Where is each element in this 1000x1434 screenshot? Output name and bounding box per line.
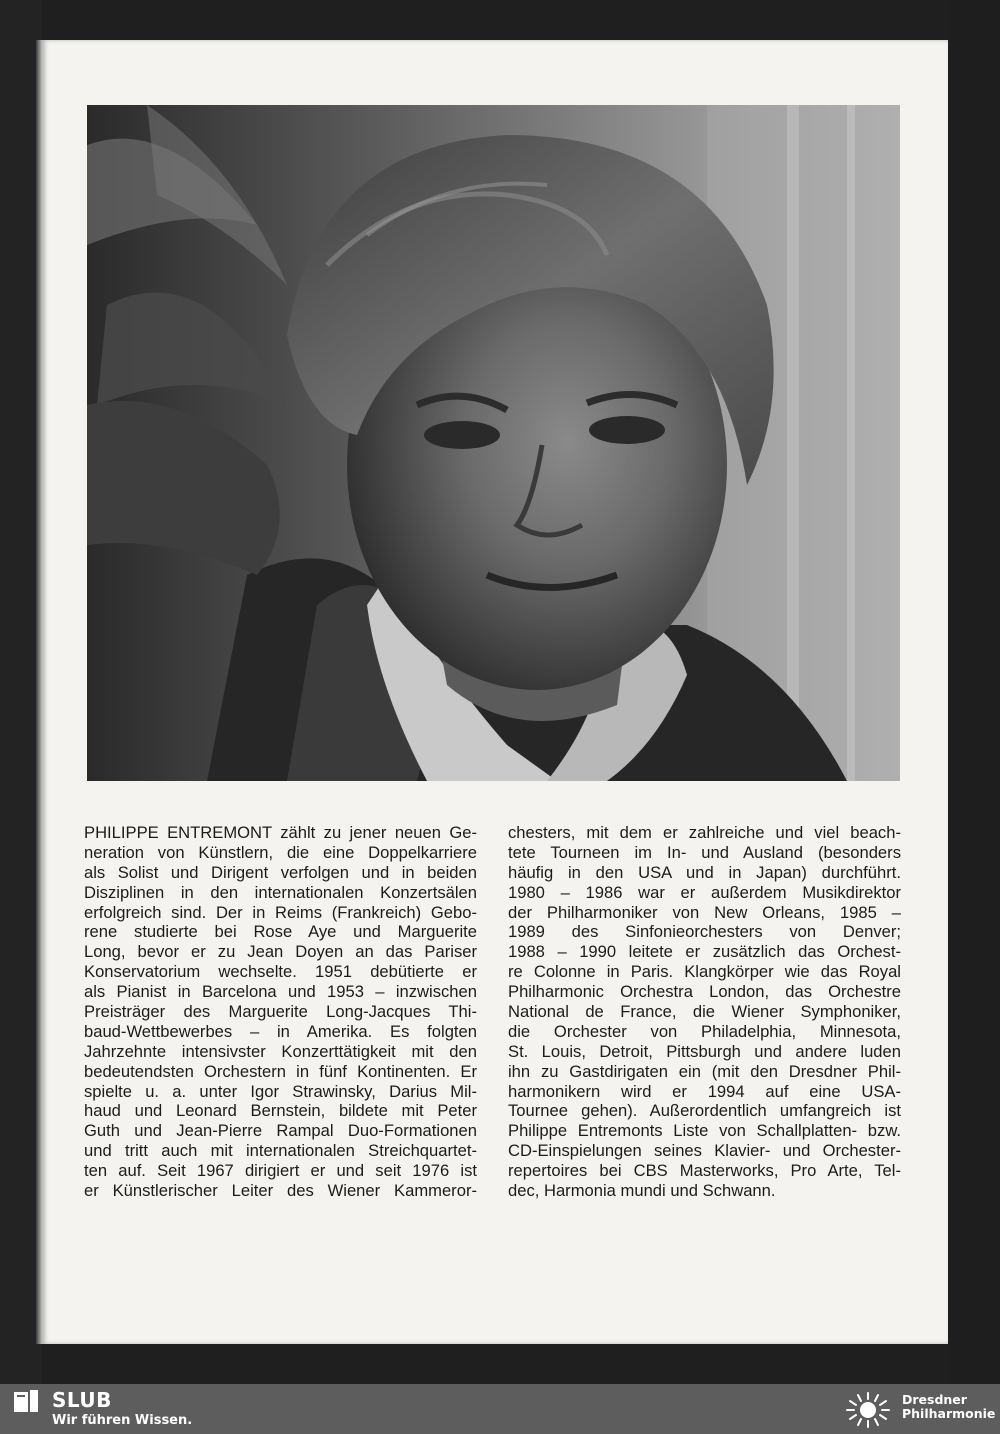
text-line: Preisträger des Marguerite Long-Jacques Thi-	[84, 1002, 477, 1022]
text-line: Tournee gehen). Außerordentlich umfangreich ist	[508, 1101, 901, 1121]
scan-border-right	[948, 0, 1000, 1384]
text-line: Jahrzehnte intensivster Konzerttätigkeit mit den	[84, 1041, 477, 1061]
article-left-column	[84, 823, 477, 1201]
article-right-column	[508, 823, 901, 1201]
text-line: häufig in den USA und in Japan) durchführt.	[508, 862, 901, 882]
text-line: PHILIPPE ENTREMONT zählt zu jener neuen Ge-	[84, 823, 477, 842]
dresdner-philharmonie-label	[902, 1393, 995, 1421]
text-line: 1989 des Sinfonieorchesters von Denver;	[508, 922, 901, 942]
footer-bar	[0, 1384, 1000, 1434]
text-line: chesters, mit dem er zahlreiche und viel beach-	[508, 823, 901, 842]
text-line: als Solist und Dirigent verfolgen und in beiden	[84, 862, 477, 882]
text-line: National de France, die Wiener Symphoniker,	[508, 1002, 901, 1022]
slub-title[interactable]: SLUB	[52, 1388, 112, 1412]
text-line: der Philharmoniker von New Orleans, 1985 –	[508, 902, 901, 922]
text-line: spielte u. a. unter Igor Strawinsky, Darius Mil-	[84, 1081, 477, 1101]
slub-tagline: Wir führen Wissen.	[52, 1413, 193, 1428]
text-line: Long, bevor er zu Jean Doyen an das Pariser	[84, 942, 477, 962]
text-line: Konservatorium wechselte. 1951 debütierte er	[84, 962, 477, 982]
text-line: er Künstlerischer Leiter des Wiener Kammeror-	[84, 1181, 477, 1201]
dresdner-philharmonie-sunburst-logo[interactable]	[842, 1389, 894, 1431]
dp-line-2: Philharmonie	[902, 1406, 996, 1421]
text-line: ten auf. Seit 1967 dirigiert er und seit 1976 ist	[84, 1161, 477, 1181]
text-line: und tritt auch mit internationalen Streichquartet-	[84, 1141, 477, 1161]
text-line: als Pianist in Barcelona und 1953 – inzwischen	[84, 982, 477, 1002]
text-line: re Colonne in Paris. Klangkörper wie das Royal	[508, 962, 901, 982]
text-line: harmonikern wird er 1994 auf eine USA-	[508, 1081, 901, 1101]
text-line: St. Louis, Detroit, Pittsburgh und andere luden	[508, 1041, 901, 1061]
page-spine	[36, 40, 42, 1344]
dp-line-1: Dresdner	[902, 1392, 967, 1407]
text-line: Guth und Jean-Pierre Rampal Duo-Formationen	[84, 1121, 477, 1141]
text-line: haud und Leonard Bernstein, bildete mit Peter	[84, 1101, 477, 1121]
text-line: neration von Künstlern, die eine Doppelkarriere	[84, 842, 477, 862]
text-line: rene studierte bei Rose Aye und Marguerite	[84, 922, 477, 942]
text-line: erfolgreich sind. Der in Reims (Frankreich) Gebo-	[84, 902, 477, 922]
text-line: die Orchester von Philadelphia, Minnesota,	[508, 1021, 901, 1041]
text-line: baud-Wettbewerbes – in Amerika. Es folgten	[84, 1021, 477, 1041]
text-line: 1980 – 1986 war er außerdem Musikdirektor	[508, 882, 901, 902]
text-line: 1988 – 1990 leitete er zusätzlich das Orchest-	[508, 942, 901, 962]
text-line: Disziplinen in den internationalen Konzertsälen	[84, 882, 477, 902]
text-line: tete Tourneen im In- und Ausland (besonders	[508, 842, 901, 862]
text-line: Philippe Entremonts Liste von Schallplatten- bzw.	[508, 1121, 901, 1141]
text-line: Philharmonic Orchestra London, das Orchestre	[508, 982, 901, 1002]
slub-book-icon[interactable]	[14, 1390, 38, 1412]
portrait-photo	[87, 105, 900, 781]
text-line: bedeutendsten Orchestern in fünf Kontinenten. Er	[84, 1061, 477, 1081]
text-line: CD-Einspielungen seines Klavier- und Orchester-	[508, 1141, 901, 1161]
text-line: repertoires bei CBS Masterworks, Pro Arte, Tel-	[508, 1161, 901, 1181]
text-line: dec, Harmonia mundi und Schwann.	[508, 1181, 776, 1201]
text-line: ihn zu Gastdirigaten ein (mit den Dresdner Phil-	[508, 1061, 901, 1081]
